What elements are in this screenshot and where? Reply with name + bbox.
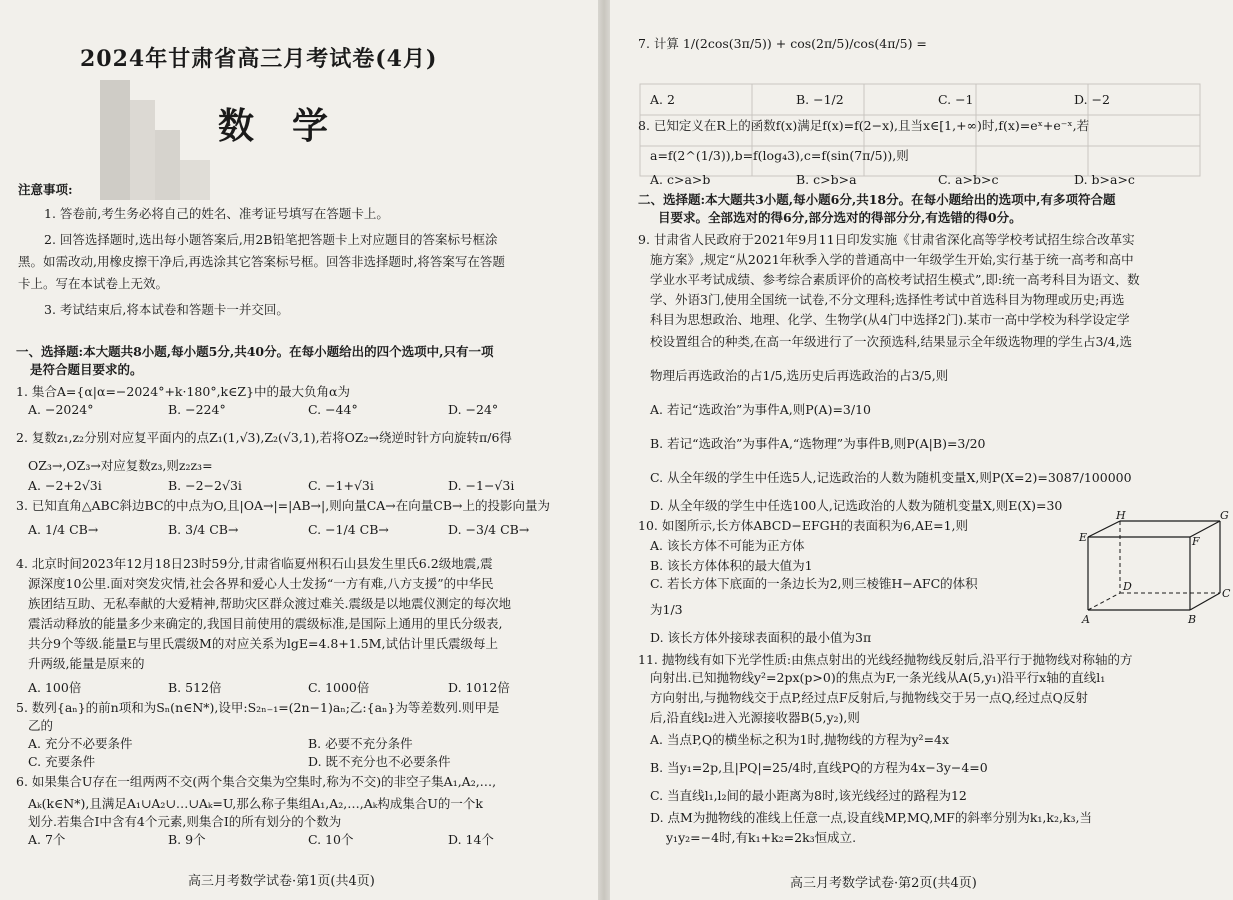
question-11-stem: 11. 抛物线有如下光学性质:由焦点射出的光线经抛物线反射后,沿平行于抛物线对称轴的方 bbox=[638, 652, 1133, 667]
notice-line: 2. 回答选择题时,选出每小题答案后,用2B铅笔把答题卡上对应题目的答案标号框涂 bbox=[44, 232, 498, 247]
question-4-stem: 震活动释放的能量多少来确定的,我国目前使用的震级标准,是国际上通用的里氏分级表, bbox=[28, 616, 503, 631]
section-heading: 目要求。全部选对的得6分,部分选对的得部分分,有选错的得0分。 bbox=[658, 210, 1022, 225]
option-a: A. 100倍 bbox=[28, 680, 82, 695]
option-a: A. 7个 bbox=[28, 832, 66, 847]
question-8-stem: 8. 已知定义在R上的函数f(x)满足f(x)=f(2−x),且当x∈[1,+∞)时,f(x)=eˣ+e⁻ˣ,若 bbox=[638, 118, 1090, 133]
bleed-through-decoration bbox=[100, 80, 210, 200]
option-b: B. c>b>a bbox=[796, 172, 857, 187]
option-d: y₁y₂=−4时,有k₁+k₂=2k₃恒成立. bbox=[666, 830, 857, 845]
option-d: D. 该长方体外接球表面积的最小值为3π bbox=[650, 630, 872, 645]
vertex-label: E bbox=[1079, 531, 1088, 544]
vertex-label: A bbox=[1082, 613, 1090, 626]
option-a: A. −2024° bbox=[28, 402, 94, 417]
question-5-stem: 5. 数列{aₙ}的前n项和为Sₙ(n∈N*),设甲:S₂ₙ₋₁=(2n−1)aₙ;乙:{aₙ}为等差数列.则甲是 bbox=[16, 700, 500, 715]
option-b: B. −224° bbox=[168, 402, 226, 417]
option-d: D. −24° bbox=[448, 402, 499, 417]
page-fold bbox=[598, 0, 610, 900]
vertex-label: F bbox=[1192, 535, 1200, 548]
option-b: B. 512倍 bbox=[168, 680, 222, 695]
cuboid-diagram bbox=[1079, 509, 1231, 630]
question-10-stem: 10. 如图所示,长方体ABCD−EFGH的表面积为6,AE=1,则 bbox=[638, 518, 968, 533]
option-b: B. −2−2√3i bbox=[168, 478, 242, 493]
question-1-stem: 1. 集合A={α|α=−2024°+k·180°,k∈Z}中的最大负角α为 bbox=[16, 384, 350, 399]
option-c: C. −1+√3i bbox=[308, 478, 374, 493]
question-9-stem: 学业水平考试成绩、参考综合素质评价的高校考试招生模式”,即:统一高考科目为语文、数 bbox=[650, 272, 1140, 287]
notice-line: 黑。如需改动,用橡皮擦干净后,再选涂其它答案标号框。回答非选择题时,将答案写在答题 bbox=[18, 254, 505, 269]
question-2-stem: 2. 复数z₁,z₂分别对应复平面内的点Z₁(1,√3),Z₂(√3,1),若将OZ₂→绕逆时针方向旋转π/6得 bbox=[16, 430, 512, 445]
question-4-stem: 升两级,能量是原来的 bbox=[28, 656, 145, 671]
option-c: C. 1000倍 bbox=[308, 680, 370, 695]
option-a: A. −2+2√3i bbox=[28, 478, 102, 493]
option-d: D. −2 bbox=[1074, 92, 1110, 107]
option-a: A. 该长方体不可能为正方体 bbox=[650, 538, 805, 553]
option-c: C. −1/4 CB→ bbox=[308, 522, 389, 537]
option-d: D. 点M为抛物线的准线上任意一点,设直线MP,MQ,MF的斜率分别为k₁,k₂,k₃,当 bbox=[650, 810, 1092, 825]
question-6-stem: 划分.若集合I中含有4个元素,则集合I的所有划分的个数为 bbox=[28, 814, 342, 829]
option-b: B. 9个 bbox=[168, 832, 206, 847]
question-9-stem: 9. 甘肃省人民政府于2021年9月11日印发实施《甘肃省深化高等学校考试招生综合改革实 bbox=[638, 232, 1135, 247]
option-c: C. −1 bbox=[938, 92, 974, 107]
option-d: D. −3/4 CB→ bbox=[448, 522, 530, 537]
option-d: D. 14个 bbox=[448, 832, 494, 847]
option-b: B. 3/4 CB→ bbox=[168, 522, 239, 537]
subject-title: 数学 bbox=[218, 105, 367, 147]
option-b: B. 该长方体体积的最大值为1 bbox=[650, 558, 813, 573]
question-11-stem: 方向射出,与抛物线交于点P,经过点F反射后,与抛物线交于另一点Q,经过点Q反射 bbox=[650, 690, 1088, 705]
question-9-stem: 学、外语3门,使用全国统一试卷,不分文理科;选择性考试中首选科目为物理或历史;再选 bbox=[650, 292, 1125, 307]
option-d: D. −1−√3i bbox=[448, 478, 515, 493]
notice-line: 卡上。写在本试卷上无效。 bbox=[18, 276, 169, 291]
question-3-stem: 3. 已知直角△ABC斜边BC的中点为O,且|OA→|=|AB→|,则向量CA→在向量CB→上的投影向量为 bbox=[16, 498, 551, 513]
notice-line: 1. 答卷前,考生务必将自己的姓名、准考证号填写在答题卡上。 bbox=[44, 206, 389, 221]
option-d: D. 1012倍 bbox=[448, 680, 510, 695]
question-7-stem: 7. 计算 1/(2cos(3π/5)) + cos(2π/5)/cos(4π/5) = bbox=[638, 36, 927, 51]
question-5-stem: 乙的 bbox=[28, 718, 54, 733]
vertex-label: H bbox=[1116, 509, 1126, 522]
option-c: C. −44° bbox=[308, 402, 358, 417]
question-11-stem: 向射出.已知抛物线y²=2px(p>0)的焦点为F,一条光线从A(5,y₁)沿平行x轴的直线l₁ bbox=[650, 670, 1106, 685]
question-6-stem: Aₖ(k∈N*),且满足A₁∪A₂∪…∪Aₖ=U,那么称子集组A₁,A₂,…,Aₖ构成集合U的一个k bbox=[28, 796, 483, 811]
option-d: D. b>a>c bbox=[1074, 172, 1135, 187]
option-c: C. 从全年级的学生中任选5人,记选政治的人数为随机变量X,则P(X=2)=3087/100000 bbox=[650, 470, 1132, 485]
question-4-stem: 共分9个等级.能量E与里氏震级M的对应关系为lgE=4.8+1.5M,试估计里氏震级每上 bbox=[28, 636, 498, 651]
exam-title: 2024年甘肃省高三月考试卷(4月) bbox=[80, 46, 438, 72]
section-heading: 是符合题目要求的。 bbox=[30, 362, 143, 377]
option-d: D. 从全年级的学生中任选100人,记选政治的人数为随机变量X,则E(X)=30 bbox=[650, 498, 1063, 513]
vertex-label: B bbox=[1188, 613, 1197, 626]
exam-page-1 bbox=[0, 0, 598, 900]
question-2-stem: OZ₃→,OZ₃→对应复数z₃,则z₂z₃= bbox=[28, 458, 213, 473]
option-c: C. 10个 bbox=[308, 832, 354, 847]
option-d: D. 既不充分也不必要条件 bbox=[308, 754, 451, 769]
question-4-stem: 源深度10公里.面对突发灾情,社会各界和爱心人士发扬“一方有难,八方支援”的中华民 bbox=[28, 576, 494, 591]
option-a: A. 若记“选政治”为事件A,则P(A)=3/10 bbox=[650, 402, 871, 417]
question-9-stem: 物理后再选政治的占1/5,选历史后再选政治的占3/5,则 bbox=[650, 368, 949, 383]
vertex-label: D bbox=[1123, 580, 1132, 593]
option-b: B. 当y₁=2p,且|PQ|=25/4时,直线PQ的方程为4x−3y−4=0 bbox=[650, 760, 988, 775]
option-a: A. 充分不必要条件 bbox=[28, 736, 133, 751]
option-c: 为1/3 bbox=[650, 602, 683, 617]
option-c: C. 当直线l₁,l₂间的最小距离为8时,该光线经过的路程为12 bbox=[650, 788, 967, 803]
option-c: C. 若长方体下底面的一条边长为2,则三棱锥H−AFC的体积 bbox=[650, 576, 978, 591]
question-8-stem: a=f(2^(1/3)),b=f(log₄3),c=f(sin(7π/5)),则 bbox=[650, 148, 909, 163]
question-9-stem: 校设置组合的种类,在高一年级进行了一次预选科,结果显示全年级选物理的学生占3/4,选 bbox=[650, 334, 1133, 349]
option-b: B. 若记“选政治”为事件A,“选物理”为事件B,则P(A|B)=3/20 bbox=[650, 436, 986, 451]
question-11-stem: 后,沿直线l₂进入光源接收器B(5,y₂),则 bbox=[650, 710, 860, 725]
vertex-label: G bbox=[1220, 509, 1229, 522]
section-heading: 二、选择题:本大题共3小题,每小题6分,共18分。在每小题给出的选项中,有多项符合题 bbox=[638, 192, 1116, 207]
exam-page-2 bbox=[610, 0, 1233, 900]
notice-line: 3. 考试结束后,将本试卷和答题卡一并交回。 bbox=[44, 302, 289, 317]
option-b: B. 必要不充分条件 bbox=[308, 736, 413, 751]
vertex-label: C bbox=[1222, 587, 1231, 600]
option-a: A. c>a>b bbox=[650, 172, 711, 187]
question-9-stem: 施方案》,规定“从2021年秋季入学的普通高中一年级学生开始,实行基于统一高考和高中 bbox=[650, 252, 1134, 267]
page-footer: 高三月考数学试卷·第1页(共4页) bbox=[188, 874, 375, 889]
notice-heading: 注意事项: bbox=[18, 182, 73, 197]
question-4-stem: 族团结互助、无私奉献的大爱精神,帮助灾区群众渡过难关.震级是以地震仪测定的每次地 bbox=[28, 596, 511, 611]
question-6-stem: 6. 如果集合U存在一组两两不交(两个集合交集为空集时,称为不交)的非空子集A₁,A₂,…, bbox=[16, 774, 497, 789]
option-a: A. 2 bbox=[650, 92, 675, 107]
page-footer: 高三月考数学试卷·第2页(共4页) bbox=[790, 876, 977, 891]
option-c: C. a>b>c bbox=[938, 172, 999, 187]
section-heading: 一、选择题:本大题共8小题,每小题5分,共40分。在每小题给出的四个选项中,只有一项 bbox=[16, 344, 494, 359]
option-a: A. 当点P,Q的横坐标之积为1时,抛物线的方程为y²=4x bbox=[650, 732, 950, 747]
question-4-stem: 4. 北京时间2023年12月18日23时59分,甘肃省临夏州积石山县发生里氏6.2级地震,震 bbox=[16, 556, 493, 571]
option-a: A. 1/4 CB→ bbox=[28, 522, 99, 537]
option-b: B. −1/2 bbox=[796, 92, 844, 107]
option-c: C. 充要条件 bbox=[28, 754, 96, 769]
question-9-stem: 科目为思想政治、地理、化学、生物学(从4门中选择2门).某市一高中学校为科学设定学 bbox=[650, 312, 1130, 327]
